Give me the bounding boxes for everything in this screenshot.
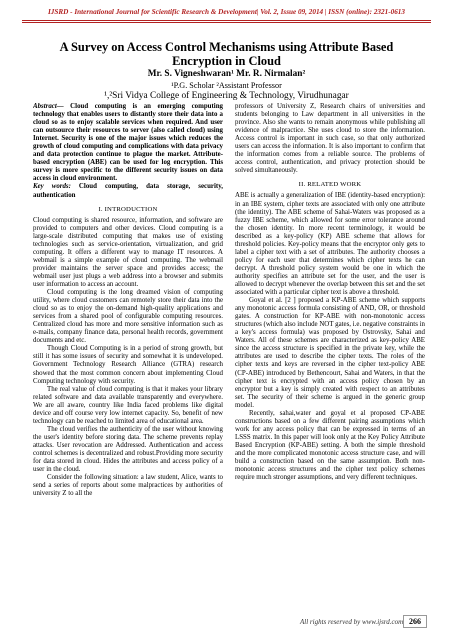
author-affiliation: ¹,²Sri Vidya College of Engineering & Technology, Virudhunagar — [104, 91, 349, 101]
footer-copyright: All rights reserved by www.ijsrd.com — [300, 618, 404, 626]
right-column — [235, 103, 425, 603]
keywords-text: Cloud computing, data storage, security, authentication — [33, 183, 223, 199]
paragraph: Cloud computing is the long dreamed vision of computing utility, where cloud customers can remotely store their data into the cloud so as to enjoy the on-demand high-quality applications and services from a shared pool of configurable computing resources. Centralized cloud has more and more sensitive information such as e-mails, company finance data, personal health records, government documents and etc. — [33, 289, 223, 345]
paragraph: Goyal et al. [2 ] proposed a KP-ABE scheme which supports any monotonic access formula consisting of AND, OR, or threshold gates. A construction for KP-ABE with non-monotonic access structures (which also include NOT gates, i.e. negative constraints in a key's access formula) was proposed by Ostrovsky, Sahai and Waters. All of these schemes are characterized as key-policy ABE since the access structure is specified in the private key, while the attributes are used to describe the cipher texts. The roles of the cipher texts and keys are reversed in the cipher text-policy ABE (CP-ABE) introduced by Bethencourt, Sahai and Waters, in that the cipher text is encrypted with an access policy chosen by an encryptor but a key is simply created with respect to an attributes set. The security of their scheme is argued in the generic group model. — [235, 297, 425, 409]
paper-title: A Survey on Access Control Mechanisms using Attribute Based Encryption in Cloud — [59, 40, 394, 68]
author-roles: ¹P.G. Scholar ²Assistant Professor — [171, 81, 282, 90]
left-column — [33, 103, 223, 613]
header-rule — [22, 20, 431, 21]
paragraph: Though Cloud Computing is in a period of strong growth, but still it has some issues of security and somewhat it is undeveloped. Government Technology Research Alliance (GTRA) research showed that the most common concern about implementing Cloud Computing technology with security. — [33, 345, 223, 385]
paragraph: ABE is actually a generalization of IBE (identity-based encryption): in an IBE system, cipher texts are associated with only one attribute (the identity). The ABE scheme of Sahai-Waters was proposed as a fuzzy IBE scheme, which allowed for some error tolerance around the chosen identity. In more recent terminology, it would be described as a key-policy (KP) ABE scheme that allows for threshold policies. Key-policy means that the encryptor only gets to label a cipher text with a set of attributes. The authority chooses a policy for each user that determines which cipher texts he can decrypt. A threshold policy system would be one in which the authority specifies an attribute set for the user, and the user is allowed to decrypt whenever the overlap between this set and the set associated with a particular cipher text is above a threshold. — [235, 192, 425, 297]
paragraph: Consider the following situation: a law student, Alice, wants to send a series of reports about some malpractices by authorities of university Z to all the — [33, 474, 223, 498]
paper-authors: Mr. S. Vigneshwaran¹ Mr. R. Nirmalan² — [147, 69, 306, 79]
abstract-label: Abstract— — [33, 103, 64, 110]
keywords — [33, 183, 223, 199]
section-heading-introduction: I. INTRODUCTION — [98, 205, 158, 213]
paragraph: The real value of cloud computing is that it makes your library related software and data available transparently and everywhere. We are all aware, country like India faced problems like digital device and off course very low internet capacity. So, benefit of new technology can be reached to limited area of educational area. — [33, 385, 223, 425]
journal-header: IJSRD - International Journal for Scientific Research & Development| Vol. 2, Issue 09, 2014 | ISSN (online): 2321-0613 — [48, 8, 405, 16]
header-rule-secondary — [22, 22, 431, 23]
section-heading-related-work: II. RELATED WORK — [298, 181, 362, 189]
paragraph: professors of University Z, Research chairs of universities and students belonging to Law department in all universities in the province. Also she wants to remain anonymous while publishing all evidence of malpractice. She uses cloud to store the information. Access control is important in such case, so that only authorized users can access the information. It is also important to confirm that the information comes from a reliable source. The problems of access control, authentication, and privacy protection should be solved simultaneously. — [235, 103, 425, 175]
paragraph: Cloud computing is shared resource, information, and software are provided to computers and other devices. Cloud computing is a large-scale distributed computing that makes use of existing technologies such as service-orientation, virtualization, and grid computing. It offers a different way to manage IT resources. A webmail is a simple example of cloud computing. The webmail provider maintains the server space and provides access; the webmail user just plugs a web address into a browser and submits user information to access an account. — [33, 216, 223, 288]
abstract — [33, 103, 223, 183]
abstract-text: Cloud computing is an emerging computing technology that enables users to distantly store their data into a cloud so as to enjoy scalable services when required. And user can outsource their resources to server (also called cloud) using Internet. Security is one of the major issues which reduces the growth of cloud computing and complications with data privacy and data protection continue to plague the market. Attribute-based encryption (ABE) can be used for log encryption. This survey is more specific to the different security issues on data access in cloud environment. — [33, 103, 223, 183]
paragraph: Recently, sahai,water and goyal et al proposed CP-ABE constructions based on a few different pairing assumptions which work for any access policy that can be expressed in terms of an LSSS matrix. In this paper will look only at the Key Policy Attribute Based Encryption (KP-ABE) setting. A both the simple threshold and the more complicated monotonic access structure case, and will build a construction based on the same assumption. Both non-monotonic access structures and the cipher text policy schemes require much stronger assumptions, and very different techniques. — [235, 409, 425, 482]
page-number: 266 — [403, 615, 427, 628]
keywords-label: Key words: — [33, 183, 71, 191]
paragraph: The cloud verifies the authenticity of the user without knowing the user's identity before storing data. The scheme prevents replay attacks. User revocation are Addressed. Authentication and access control schemes is decentralized and robust.Providing more security for data stored in cloud. Hides the attributes and access policy of a user in the cloud. — [33, 425, 223, 474]
